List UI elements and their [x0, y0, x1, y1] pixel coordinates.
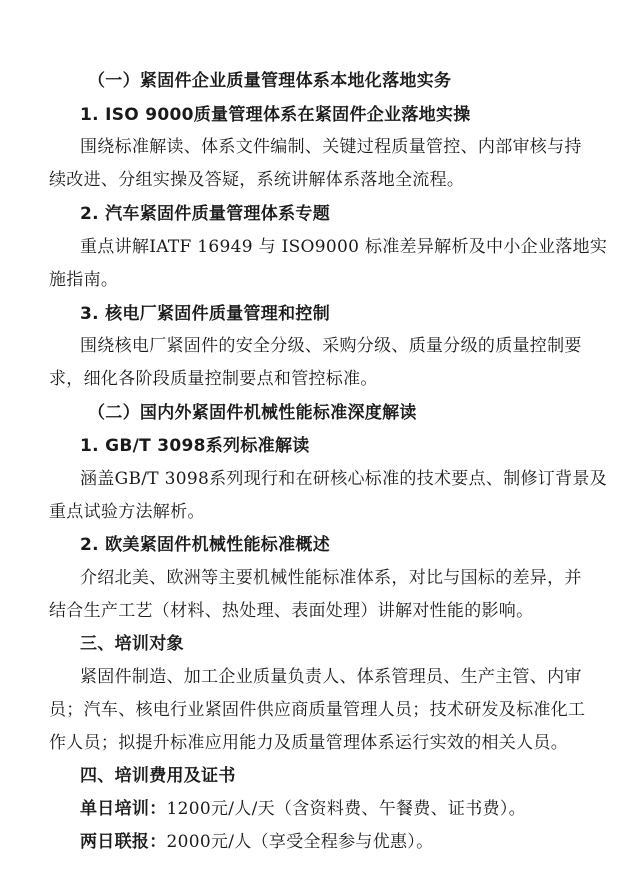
item-body-line: 结合生产工艺（材料、热处理、表面处理）讲解对性能的影响。 [49, 601, 534, 621]
item-title-2-1: 1. GB/T 3098系列标准解读 [80, 436, 310, 456]
section-heading-3: 三、培训对象 [80, 634, 184, 654]
item-body-line: 求，细化各阶段质量控制要点和管控标准。 [49, 369, 378, 389]
section-heading-1: （一）紧固件企业质量管理体系本地化落地实务 [88, 71, 452, 91]
item-body-line: 紧固件制造、加工企业质量负责人、体系管理员、生产主管、内审 [80, 667, 582, 687]
section-heading-4: 四、培训费用及证书 [80, 766, 236, 786]
item-title-1-1: 1. ISO 9000质量管理体系在紧固件企业落地实操 [80, 105, 471, 125]
item-body-line: 作人员；拟提升标准应用能力及质量管理体系运行实效的相关人员。 [49, 733, 568, 753]
item-body-line: 围绕核电厂紧固件的安全分级、采购分级、质量分级的质量控制要 [80, 336, 582, 356]
item-title-1-3: 3. 核电厂紧固件质量管理和控制 [80, 304, 331, 324]
item-body-line: 续改进、分组实操及答疑，系统讲解体系落地全流程。 [49, 170, 465, 190]
fee-line-two-day [80, 831, 433, 853]
fee-label: 单日培训： [80, 799, 167, 819]
item-body-line: 重点讲解IATF 16949 与 ISO9000 标准差异解析及中小企业落地实 [80, 237, 608, 257]
fee-value: 2000元/人（享受全程参与优惠）。 [166, 832, 434, 852]
item-body-line: 围绕标准解读、体系文件编制、关键过程质量管控、内部审核与持 [80, 137, 582, 157]
item-title-1-2: 2. 汽车紧固件质量管理体系专题 [80, 204, 331, 224]
item-title-2-2: 2. 欧美紧固件机械性能标准概述 [80, 535, 331, 555]
item-body-line: 介绍北美、欧洲等主要机械性能标准体系，对比与国标的差异，并 [80, 568, 582, 588]
item-body-line: 施指南。 [49, 270, 119, 290]
item-body-line: 员；汽车、核电行业紧固件供应商质量管理人员；技术研发及标准化工 [49, 700, 586, 720]
item-body-line: 重点试验方法解析。 [49, 502, 205, 522]
fee-value: 1200元/人/天（含资料费、午餐费、证书费）。 [166, 799, 526, 819]
item-body-line: 涵盖GB/T 3098系列现行和在研核心标准的技术要点、制修订背景及 [80, 469, 608, 489]
fee-label: 两日联报： [80, 832, 167, 852]
fee-line-single-day [80, 798, 526, 820]
section-heading-2: （二）国内外紧固件机械性能标准深度解读 [88, 403, 417, 423]
